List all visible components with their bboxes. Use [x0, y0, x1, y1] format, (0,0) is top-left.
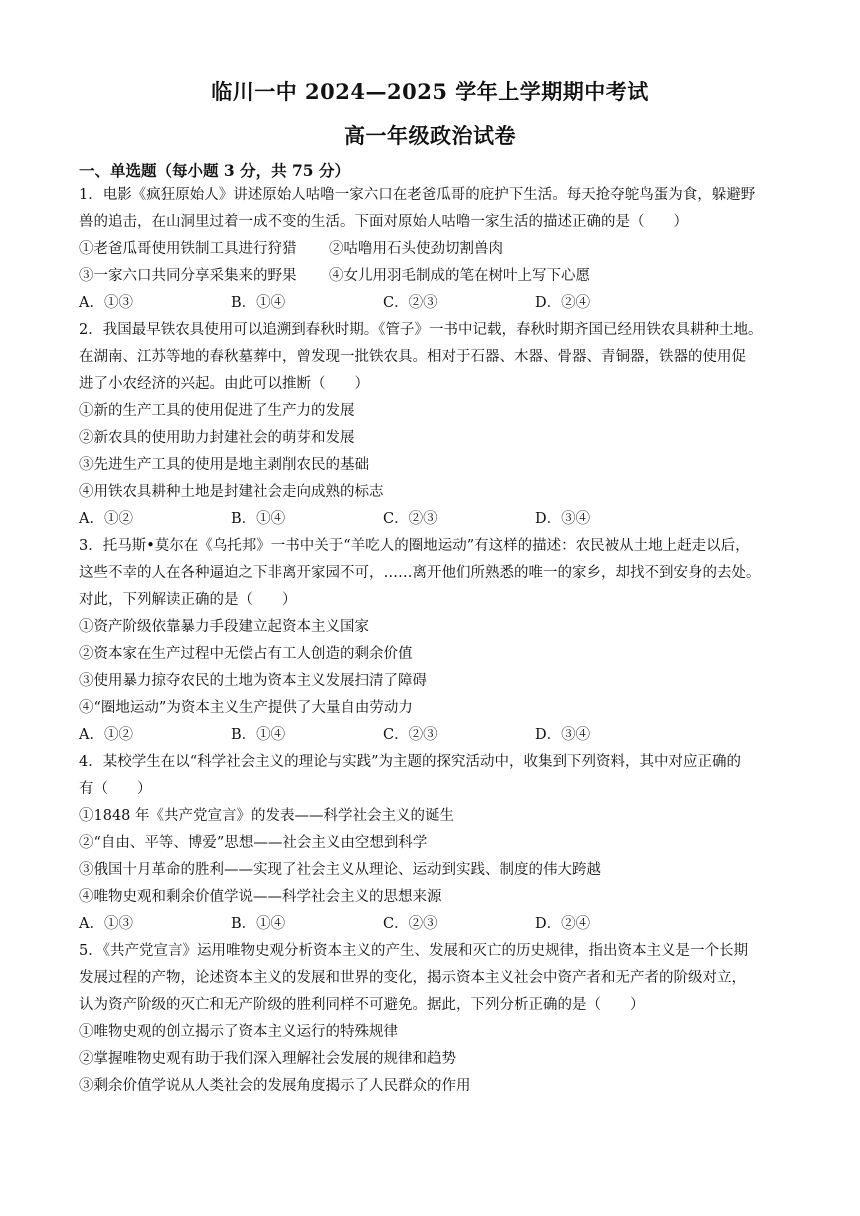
answer-options: [79, 722, 785, 749]
statement: ③剩余价值学说从人类社会的发展角度揭示了人民群众的作用: [79, 1078, 471, 1094]
option-d: D．②④: [535, 295, 591, 311]
option-c: C．②③: [383, 295, 438, 311]
option-a: A．①③: [79, 916, 133, 932]
exam-subtitle: 高一年级政治试卷: [344, 123, 516, 148]
statement: ③一家六口共同分享采集来的野果: [79, 268, 297, 284]
statement: ①1848 年《共产党宣言》的发表——科学社会主义的诞生: [79, 808, 455, 824]
statement: ④女儿用羽毛制成的笔在树叶上写下心愿: [329, 268, 590, 284]
stem-line: 4．某校学生在以“科学社会主义的理论与实践”为主题的探究活动中，收集到下列资料，其中对应正确的: [79, 754, 742, 770]
question-1: [79, 182, 785, 317]
option-c: C．②③: [383, 511, 438, 527]
option-b: B．①④: [231, 511, 286, 527]
stem-line: 对此，下列解读正确的是（ ）: [79, 592, 297, 608]
option-a: A．①②: [79, 511, 133, 527]
stem-line: 有（ ）: [79, 781, 152, 797]
exam-title: 临川一中 2024—2025 学年上学期期中考试: [211, 79, 649, 104]
answer-options: [79, 911, 785, 938]
stem-line: 在湖南、江苏等地的春秋墓葬中，曾发现一批铁农具。相对于石器、木器、骨器、青铜器，铁器的使用促: [79, 349, 746, 365]
statement: ①唯物史观的创立揭示了资本主义运行的特殊规律: [79, 1024, 398, 1040]
statement: ④用铁农具耕种土地是封建社会走向成熟的标志: [79, 484, 384, 500]
statement: ③俄国十月革命的胜利——实现了社会主义从理论、运动到实践、制度的伟大跨越: [79, 862, 601, 878]
statement: ①新的生产工具的使用促进了生产力的发展: [79, 403, 355, 419]
option-a: A．①③: [79, 295, 133, 311]
answer-options: [79, 290, 785, 317]
statement-row: [79, 263, 785, 290]
stem-line: 发展过程的产物，论述资本主义的发展和世界的变化，揭示资本主义社会中资产者和无产者的阶级对立，: [79, 970, 746, 986]
stem-line: 进了小农经济的兴起。由此可以推断（ ）: [79, 376, 369, 392]
section-heading: 一、单选题（每小题 3 分，共 75 分）: [79, 161, 350, 180]
option-d: D．③④: [535, 511, 591, 527]
statement: ②资本家在生产过程中无偿占有工人创造的剩余价值: [79, 646, 413, 662]
statement: ②“自由、平等、博爱”思想——社会主义由空想到科学: [79, 835, 428, 851]
option-b: B．①④: [231, 916, 286, 932]
statement: ③先进生产工具的使用是地主剥削农民的基础: [79, 457, 369, 473]
statement: ②新农具的使用助力封建社会的萌芽和发展: [79, 430, 355, 446]
stem-line: 认为资产阶级的灭亡和无产阶级的胜利同样不可避免。据此，下列分析正确的是（ ）: [79, 997, 645, 1013]
statement-row: [79, 236, 785, 263]
stem-line: 2．我国最早铁农具使用可以追溯到春秋时期。《管子》一书中记载，春秋时期齐国已经用铁农具耕种土地。: [79, 322, 763, 338]
option-c: C．②③: [383, 916, 438, 932]
statement: ④唯物史观和剩余价值学说——科学社会主义的思想来源: [79, 889, 442, 905]
statement: ③使用暴力掠夺农民的土地为资本主义发展扫清了障碍: [79, 673, 427, 689]
option-d: D．②④: [535, 916, 591, 932]
stem-line: 1．电影《疯狂原始人》讲述原始人咕噜一家六口在老爸瓜哥的庇护下生活。每天抢夺鸵鸟蛋为食，躲避野: [79, 187, 756, 203]
option-a: A．①②: [79, 727, 133, 743]
question-5: [79, 938, 785, 1100]
option-c: C．②③: [383, 727, 438, 743]
stem-line: 这些不幸的人在各种逼迫之下非离开家园不可，……离开他们所熟悉的唯一的家乡，却找不到安身的去处。: [79, 565, 761, 581]
statement: ①老爸瓜哥使用铁制工具进行狩猎: [79, 241, 297, 257]
option-b: B．①④: [231, 295, 286, 311]
statement: ②掌握唯物史观有助于我们深入理解社会发展的规律和趋势: [79, 1051, 456, 1067]
question-4: [79, 749, 785, 938]
question-stem: [79, 182, 785, 236]
stem-line: 3．托马斯•莫尔在《乌托邦》一书中关于“羊吃人的圈地运动”有这样的描述：农民被从土地上赶走以后，: [79, 538, 750, 554]
statement: ②咕噜用石头使劲切割兽肉: [329, 241, 503, 257]
statement: ④“圈地运动”为资本主义生产提供了大量自由劳动力: [79, 700, 413, 716]
stem-line: 兽的追击，在山洞里过着一成不变的生活。下面对原始人咕噜一家生活的描述正确的是（ ）: [79, 214, 688, 230]
option-d: D．③④: [535, 727, 591, 743]
answer-options: [79, 506, 785, 533]
option-b: B．①④: [231, 727, 286, 743]
question-2: [79, 317, 785, 533]
stem-line: 5．《共产党宣言》运用唯物史观分析资本主义的产生、发展和灭亡的历史规律，指出资本主义是一个长期: [79, 943, 748, 959]
question-3: [79, 533, 785, 749]
statement: ①资产阶级依靠暴力手段建立起资本主义国家: [79, 619, 369, 635]
